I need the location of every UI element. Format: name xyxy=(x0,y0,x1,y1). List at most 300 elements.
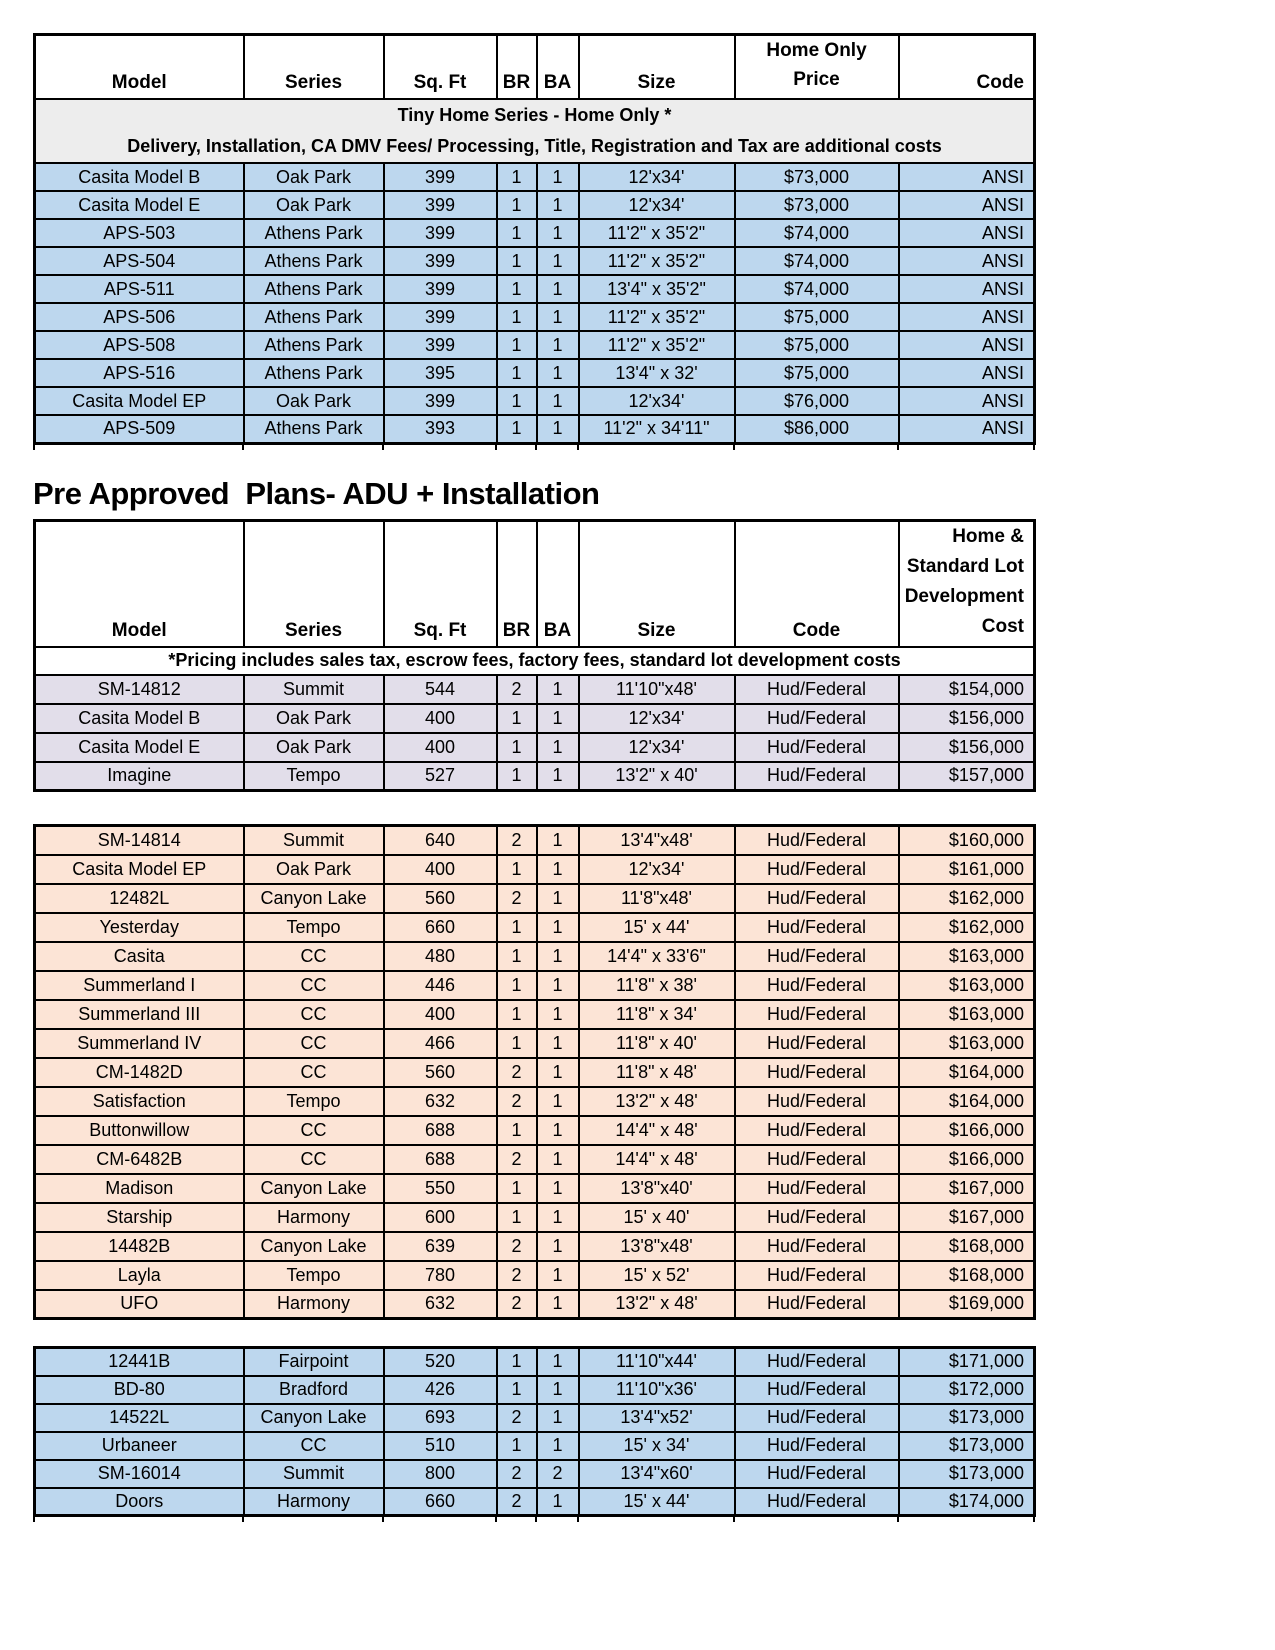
table-row xyxy=(35,1000,1035,1029)
col-header-size: Size xyxy=(579,520,735,647)
table-row xyxy=(35,1145,1035,1174)
cell-ba: 1 xyxy=(537,163,579,191)
cell-ba: 2 xyxy=(537,1460,579,1488)
cell-sqft: 520 xyxy=(384,1348,497,1376)
cell-sqft: 632 xyxy=(384,1290,497,1319)
col-header-code: Code xyxy=(735,520,899,647)
cell-size: 15' x 44' xyxy=(579,913,735,942)
table-row xyxy=(35,191,1035,219)
cell-price: $86,000 xyxy=(735,415,899,443)
adu-table-group-peach xyxy=(33,824,1036,1320)
table-subtitle xyxy=(35,99,1035,163)
cell-size: 13'4"x60' xyxy=(579,1460,735,1488)
cell-model: Starship xyxy=(35,1203,244,1232)
cell-code: ANSI xyxy=(899,331,1035,359)
cell-code: Hud/Federal xyxy=(735,1029,899,1058)
cell-sqft: 632 xyxy=(384,1087,497,1116)
cell-code: Hud/Federal xyxy=(735,1432,899,1460)
cell-ba: 1 xyxy=(537,1145,579,1174)
cell-ba: 1 xyxy=(537,387,579,415)
table-row xyxy=(35,704,1035,733)
cell-series: Athens Park xyxy=(244,415,384,443)
cell-code: ANSI xyxy=(899,387,1035,415)
cell-cost: $173,000 xyxy=(899,1460,1035,1488)
cell-series: Summit xyxy=(244,1460,384,1488)
cell-ba: 1 xyxy=(537,415,579,443)
cell-model: 12441B xyxy=(35,1348,244,1376)
stub-cell xyxy=(734,1517,898,1522)
table-subtitle: *Pricing includes sales tax, escrow fees, factory fees, standard lot development costs xyxy=(35,647,1035,675)
cell-br: 1 xyxy=(497,191,537,219)
cell-cost: $157,000 xyxy=(899,762,1035,791)
cell-br: 1 xyxy=(497,733,537,762)
cell-series: Athens Park xyxy=(244,247,384,275)
section-heading: Pre Approved Plans- ADU + Installation xyxy=(33,475,600,511)
cell-code: Hud/Federal xyxy=(735,1348,899,1376)
cell-size: 15' x 40' xyxy=(579,1203,735,1232)
cell-ba: 1 xyxy=(537,1087,579,1116)
stub-cell xyxy=(536,445,578,450)
cell-model: SM-14814 xyxy=(35,826,244,855)
cell-code: Hud/Federal xyxy=(735,884,899,913)
cell-br: 1 xyxy=(497,247,537,275)
col-header-series: Series xyxy=(244,35,384,100)
cell-model: Casita Model B xyxy=(35,704,244,733)
cell-price: $74,000 xyxy=(735,219,899,247)
col-header-model: Model xyxy=(35,35,244,100)
cell-br: 2 xyxy=(497,1488,537,1516)
cell-model: Summerland IV xyxy=(35,1029,244,1058)
cell-model: APS-516 xyxy=(35,359,244,387)
cell-size: 13'4" x 35'2" xyxy=(579,275,735,303)
cell-size: 11'10"x44' xyxy=(579,1348,735,1376)
cell-code: Hud/Federal xyxy=(735,1000,899,1029)
cell-ba: 1 xyxy=(537,884,579,913)
cell-price: $74,000 xyxy=(735,247,899,275)
cell-size: 11'8" x 34' xyxy=(579,1000,735,1029)
table-row xyxy=(35,1432,1035,1460)
stub-cell xyxy=(34,1517,243,1522)
cell-cost: $156,000 xyxy=(899,733,1035,762)
cell-model: Casita Model E xyxy=(35,733,244,762)
table-row xyxy=(35,387,1035,415)
cell-sqft: 399 xyxy=(384,247,497,275)
cell-series: Oak Park xyxy=(244,163,384,191)
cell-sqft: 510 xyxy=(384,1432,497,1460)
cell-sqft: 400 xyxy=(384,855,497,884)
cell-ba: 1 xyxy=(537,247,579,275)
cost-header-line4: Cost xyxy=(981,615,1024,637)
cell-size: 11'8" x 48' xyxy=(579,1058,735,1087)
cell-model: SM-14812 xyxy=(35,675,244,704)
cell-br: 2 xyxy=(497,1460,537,1488)
cell-br: 1 xyxy=(497,415,537,443)
cell-series: Canyon Lake xyxy=(244,1404,384,1432)
col-header-code: Code xyxy=(899,35,1035,100)
cell-br: 1 xyxy=(497,219,537,247)
cell-model: UFO xyxy=(35,1290,244,1319)
cell-code: ANSI xyxy=(899,359,1035,387)
cell-model: Summerland III xyxy=(35,1000,244,1029)
cell-code: ANSI xyxy=(899,415,1035,443)
cell-series: Athens Park xyxy=(244,331,384,359)
cell-cost: $164,000 xyxy=(899,1087,1035,1116)
cell-cost: $160,000 xyxy=(899,826,1035,855)
col-header-ba: BA xyxy=(537,35,579,100)
cell-series: CC xyxy=(244,971,384,1000)
cell-cost: $162,000 xyxy=(899,913,1035,942)
cell-code: Hud/Federal xyxy=(735,1376,899,1404)
cell-sqft: 399 xyxy=(384,163,497,191)
cell-br: 2 xyxy=(497,1261,537,1290)
cell-br: 1 xyxy=(497,942,537,971)
cell-cost: $168,000 xyxy=(899,1261,1035,1290)
cell-br: 1 xyxy=(497,971,537,1000)
cell-ba: 1 xyxy=(537,826,579,855)
cell-ba: 1 xyxy=(537,191,579,219)
col-header-ba: BA xyxy=(537,520,579,647)
cell-series: Summit xyxy=(244,675,384,704)
table-row xyxy=(35,303,1035,331)
cell-model: Yesterday xyxy=(35,913,244,942)
cell-model: Casita Model EP xyxy=(35,387,244,415)
cell-br: 1 xyxy=(497,303,537,331)
cell-br: 1 xyxy=(497,163,537,191)
cell-size: 11'8" x 40' xyxy=(579,1029,735,1058)
cell-sqft: 560 xyxy=(384,1058,497,1087)
cell-series: Oak Park xyxy=(244,704,384,733)
col-header-sqft: Sq. Ft xyxy=(384,520,497,647)
cell-code: ANSI xyxy=(899,191,1035,219)
cell-sqft: 393 xyxy=(384,415,497,443)
cell-model: SM-16014 xyxy=(35,1460,244,1488)
cell-sqft: 688 xyxy=(384,1145,497,1174)
cell-code: Hud/Federal xyxy=(735,971,899,1000)
cell-br: 1 xyxy=(497,762,537,791)
cell-ba: 1 xyxy=(537,303,579,331)
cell-series: Oak Park xyxy=(244,191,384,219)
cell-code: Hud/Federal xyxy=(735,1203,899,1232)
cell-cost: $163,000 xyxy=(899,971,1035,1000)
cell-cost: $163,000 xyxy=(899,1000,1035,1029)
cell-ba: 1 xyxy=(537,675,579,704)
cell-sqft: 399 xyxy=(384,303,497,331)
cell-series: CC xyxy=(244,1145,384,1174)
table1-header-row xyxy=(35,35,1035,100)
cell-model: Urbaneer xyxy=(35,1432,244,1460)
cell-series: Bradford xyxy=(244,1376,384,1404)
cell-ba: 1 xyxy=(537,1348,579,1376)
table-row xyxy=(35,1087,1035,1116)
cell-size: 12'x34' xyxy=(579,387,735,415)
cell-sqft: 660 xyxy=(384,1488,497,1516)
cell-series: CC xyxy=(244,1432,384,1460)
cell-sqft: 639 xyxy=(384,1232,497,1261)
table-row xyxy=(35,762,1035,791)
cell-code: Hud/Federal xyxy=(735,1460,899,1488)
cell-model: 14522L xyxy=(35,1404,244,1432)
cell-series: Harmony xyxy=(244,1488,384,1516)
cell-sqft: 640 xyxy=(384,826,497,855)
cell-size: 12'x34' xyxy=(579,855,735,884)
cell-size: 15' x 52' xyxy=(579,1261,735,1290)
table1-subtitle-row xyxy=(35,99,1035,163)
cell-size: 11'2" x 35'2" xyxy=(579,219,735,247)
table-row xyxy=(35,1232,1035,1261)
cell-ba: 1 xyxy=(537,1058,579,1087)
table-row xyxy=(35,247,1035,275)
cell-cost: $154,000 xyxy=(899,675,1035,704)
cell-ba: 1 xyxy=(537,1261,579,1290)
table-row xyxy=(35,733,1035,762)
cell-cost: $156,000 xyxy=(899,704,1035,733)
cell-br: 1 xyxy=(497,704,537,733)
adu-table-group-blue xyxy=(33,1346,1036,1517)
cell-code: Hud/Federal xyxy=(735,675,899,704)
cell-model: Imagine xyxy=(35,762,244,791)
cell-cost: $174,000 xyxy=(899,1488,1035,1516)
cell-br: 1 xyxy=(497,331,537,359)
cell-series: Fairpoint xyxy=(244,1348,384,1376)
cell-size: 13'8"x40' xyxy=(579,1174,735,1203)
cell-model: Satisfaction xyxy=(35,1087,244,1116)
cell-sqft: 399 xyxy=(384,219,497,247)
cell-model: Madison xyxy=(35,1174,244,1203)
cell-cost: $163,000 xyxy=(899,1029,1035,1058)
table-row xyxy=(35,1058,1035,1087)
cell-series: Oak Park xyxy=(244,733,384,762)
cell-ba: 1 xyxy=(537,1376,579,1404)
cell-sqft: 395 xyxy=(384,359,497,387)
cell-cost: $164,000 xyxy=(899,1058,1035,1087)
cell-br: 1 xyxy=(497,913,537,942)
table-row xyxy=(35,331,1035,359)
cell-br: 1 xyxy=(497,387,537,415)
table-row xyxy=(35,219,1035,247)
cell-code: Hud/Federal xyxy=(735,704,899,733)
cell-size: 15' x 34' xyxy=(579,1432,735,1460)
cell-br: 2 xyxy=(497,1087,537,1116)
cell-sqft: 560 xyxy=(384,884,497,913)
stub-cell xyxy=(578,445,734,450)
cell-code: Hud/Federal xyxy=(735,1261,899,1290)
cell-size: 15' x 44' xyxy=(579,1488,735,1516)
table-row xyxy=(35,826,1035,855)
table-row xyxy=(35,855,1035,884)
cell-model: APS-511 xyxy=(35,275,244,303)
cell-code: Hud/Federal xyxy=(735,1174,899,1203)
cell-size: 12'x34' xyxy=(579,163,735,191)
cell-code: Hud/Federal xyxy=(735,1145,899,1174)
stub-row xyxy=(34,1517,1034,1522)
cell-ba: 1 xyxy=(537,855,579,884)
cell-cost: $167,000 xyxy=(899,1203,1035,1232)
col-header-br: BR xyxy=(497,35,537,100)
cell-ba: 1 xyxy=(537,275,579,303)
cell-series: Athens Park xyxy=(244,275,384,303)
table-row xyxy=(35,359,1035,387)
cell-model: Casita Model EP xyxy=(35,855,244,884)
cell-cost: $162,000 xyxy=(899,884,1035,913)
grid-stub xyxy=(33,1517,1035,1522)
cell-series: CC xyxy=(244,1029,384,1058)
cell-code: Hud/Federal xyxy=(735,1232,899,1261)
cell-price: $74,000 xyxy=(735,275,899,303)
stub-cell xyxy=(34,445,243,450)
cell-price: $73,000 xyxy=(735,191,899,219)
cell-br: 2 xyxy=(497,1232,537,1261)
stub-cell xyxy=(578,1517,734,1522)
cell-br: 2 xyxy=(497,1058,537,1087)
cell-br: 1 xyxy=(497,1174,537,1203)
cell-ba: 1 xyxy=(537,1404,579,1432)
cell-code: Hud/Federal xyxy=(735,733,899,762)
cell-br: 1 xyxy=(497,1116,537,1145)
cell-cost: $163,000 xyxy=(899,942,1035,971)
cell-price: $75,000 xyxy=(735,331,899,359)
cell-model: CM-6482B xyxy=(35,1145,244,1174)
stub-cell xyxy=(536,1517,578,1522)
cell-sqft: 400 xyxy=(384,1000,497,1029)
table-row xyxy=(35,1488,1035,1516)
cell-code: Hud/Federal xyxy=(735,1290,899,1319)
grid-stub xyxy=(33,445,1035,450)
cell-code: ANSI xyxy=(899,303,1035,331)
cell-sqft: 446 xyxy=(384,971,497,1000)
cell-ba: 1 xyxy=(537,1116,579,1145)
cell-price: $75,000 xyxy=(735,359,899,387)
cell-ba: 1 xyxy=(537,704,579,733)
cell-model: 12482L xyxy=(35,884,244,913)
cell-code: Hud/Federal xyxy=(735,942,899,971)
subtitle-line2: Delivery, Installation, CA DMV Fees/ Processing, Title, Registration and Tax are additional costs xyxy=(127,136,942,156)
cell-series: Tempo xyxy=(244,1087,384,1116)
cell-br: 1 xyxy=(497,1029,537,1058)
cell-size: 12'x34' xyxy=(579,704,735,733)
cell-br: 1 xyxy=(497,1376,537,1404)
cell-price: $73,000 xyxy=(735,163,899,191)
cell-price: $75,000 xyxy=(735,303,899,331)
cell-sqft: 480 xyxy=(384,942,497,971)
table-gap xyxy=(33,792,1275,824)
cell-br: 2 xyxy=(497,826,537,855)
cell-cost: $171,000 xyxy=(899,1348,1035,1376)
col-header-price-line2: Price xyxy=(793,69,840,90)
cell-size: 13'4" x 32' xyxy=(579,359,735,387)
cell-code: Hud/Federal xyxy=(735,913,899,942)
cell-ba: 1 xyxy=(537,1488,579,1516)
cell-size: 11'2" x 35'2" xyxy=(579,247,735,275)
cell-model: Layla xyxy=(35,1261,244,1290)
cell-size: 11'2" x 34'11" xyxy=(579,415,735,443)
cell-sqft: 800 xyxy=(384,1460,497,1488)
cell-br: 2 xyxy=(497,675,537,704)
stub-cell xyxy=(898,445,1034,450)
cell-br: 2 xyxy=(497,1290,537,1319)
cell-sqft: 780 xyxy=(384,1261,497,1290)
cell-br: 2 xyxy=(497,1145,537,1174)
cell-series: Canyon Lake xyxy=(244,1174,384,1203)
cell-sqft: 600 xyxy=(384,1203,497,1232)
cell-ba: 1 xyxy=(537,1000,579,1029)
table-row xyxy=(35,675,1035,704)
cell-sqft: 399 xyxy=(384,275,497,303)
cell-size: 13'4"x48' xyxy=(579,826,735,855)
table-row xyxy=(35,1203,1035,1232)
cell-series: Harmony xyxy=(244,1203,384,1232)
cell-series: CC xyxy=(244,1116,384,1145)
cell-sqft: 400 xyxy=(384,733,497,762)
stub-row xyxy=(34,445,1034,450)
table-row xyxy=(35,1460,1035,1488)
cell-size: 13'2" x 48' xyxy=(579,1087,735,1116)
cell-cost: $169,000 xyxy=(899,1290,1035,1319)
col-header-model: Model xyxy=(35,520,244,647)
cell-code: Hud/Federal xyxy=(735,1087,899,1116)
cell-size: 14'4" x 33'6" xyxy=(579,942,735,971)
cell-code: Hud/Federal xyxy=(735,1488,899,1516)
table-row xyxy=(35,1174,1035,1203)
cell-size: 13'2" x 48' xyxy=(579,1290,735,1319)
cell-cost: $166,000 xyxy=(899,1116,1035,1145)
cell-br: 1 xyxy=(497,1000,537,1029)
cell-code: ANSI xyxy=(899,247,1035,275)
cell-code: Hud/Federal xyxy=(735,826,899,855)
stub-cell xyxy=(383,445,496,450)
cell-size: 12'x34' xyxy=(579,733,735,762)
cell-cost: $168,000 xyxy=(899,1232,1035,1261)
cell-size: 13'2" x 40' xyxy=(579,762,735,791)
cell-series: Oak Park xyxy=(244,855,384,884)
cell-price: $76,000 xyxy=(735,387,899,415)
cell-series: Tempo xyxy=(244,762,384,791)
cell-br: 2 xyxy=(497,1404,537,1432)
table-row xyxy=(35,1029,1035,1058)
cell-model: Casita Model B xyxy=(35,163,244,191)
cell-cost: $166,000 xyxy=(899,1145,1035,1174)
cell-ba: 1 xyxy=(537,1432,579,1460)
cell-ba: 1 xyxy=(537,331,579,359)
cell-cost: $172,000 xyxy=(899,1376,1035,1404)
cell-model: APS-506 xyxy=(35,303,244,331)
cell-br: 2 xyxy=(497,884,537,913)
cell-cost: $167,000 xyxy=(899,1174,1035,1203)
table-row xyxy=(35,884,1035,913)
cell-sqft: 426 xyxy=(384,1376,497,1404)
col-header-size: Size xyxy=(579,35,735,100)
cell-model: APS-503 xyxy=(35,219,244,247)
cell-sqft: 399 xyxy=(384,387,497,415)
cell-size: 14'4" x 48' xyxy=(579,1145,735,1174)
cell-series: Canyon Lake xyxy=(244,1232,384,1261)
cell-series: Athens Park xyxy=(244,219,384,247)
table-row xyxy=(35,1348,1035,1376)
cell-sqft: 550 xyxy=(384,1174,497,1203)
cell-sqft: 466 xyxy=(384,1029,497,1058)
cell-ba: 1 xyxy=(537,1203,579,1232)
cell-br: 1 xyxy=(497,855,537,884)
cell-ba: 1 xyxy=(537,971,579,1000)
adu-table-header-group xyxy=(33,519,1036,793)
cell-ba: 1 xyxy=(537,1174,579,1203)
cell-model: CM-1482D xyxy=(35,1058,244,1087)
cell-series: Tempo xyxy=(244,1261,384,1290)
cell-sqft: 688 xyxy=(384,1116,497,1145)
table-row xyxy=(35,1404,1035,1432)
cell-model: Doors xyxy=(35,1488,244,1516)
table-row xyxy=(35,1261,1035,1290)
cell-ba: 1 xyxy=(537,913,579,942)
